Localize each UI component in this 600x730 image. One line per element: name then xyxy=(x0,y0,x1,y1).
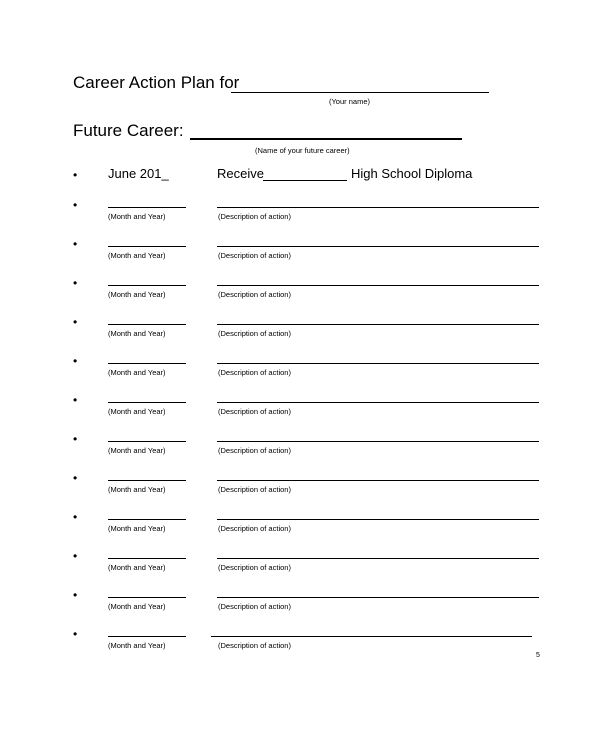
action-description-caption: (Description of action) xyxy=(218,251,291,260)
entry-row xyxy=(0,199,600,229)
action-blank-line[interactable] xyxy=(217,402,539,403)
action-blank-line[interactable] xyxy=(217,519,539,520)
bullet-point: • xyxy=(73,393,78,407)
bullet-point: • xyxy=(73,168,78,182)
bullet-point: • xyxy=(73,432,78,446)
first-entry-blank-line[interactable] xyxy=(263,180,347,181)
action-description-caption: (Description of action) xyxy=(218,446,291,455)
month-year-caption: (Month and Year) xyxy=(108,407,166,416)
entry-row xyxy=(0,238,600,268)
action-description-caption: (Description of action) xyxy=(218,524,291,533)
action-blank-line[interactable] xyxy=(211,636,532,637)
action-blank-line[interactable] xyxy=(217,597,539,598)
entry-row xyxy=(0,394,600,424)
action-blank-line[interactable] xyxy=(217,480,539,481)
action-blank-line[interactable] xyxy=(217,558,539,559)
date-blank-line[interactable] xyxy=(108,480,186,481)
action-description-caption: (Description of action) xyxy=(218,602,291,611)
first-entry-diploma-label: High School Diploma xyxy=(351,166,473,181)
first-entry-date: June 201_ xyxy=(108,166,169,181)
entry-row xyxy=(0,472,600,502)
future-career-caption: (Name of your future career) xyxy=(255,146,350,155)
bullet-point: • xyxy=(73,315,78,329)
bullet-point: • xyxy=(73,237,78,251)
date-blank-line[interactable] xyxy=(108,402,186,403)
action-description-caption: (Description of action) xyxy=(218,368,291,377)
action-description-caption: (Description of action) xyxy=(218,485,291,494)
bullet-point: • xyxy=(73,510,78,524)
action-blank-line[interactable] xyxy=(217,441,539,442)
your-name-blank-line[interactable] xyxy=(231,92,489,93)
entry-row xyxy=(0,433,600,463)
date-blank-line[interactable] xyxy=(108,597,186,598)
bullet-point: • xyxy=(73,198,78,212)
month-year-caption: (Month and Year) xyxy=(108,290,166,299)
action-description-caption: (Description of action) xyxy=(218,212,291,221)
date-blank-line[interactable] xyxy=(108,519,186,520)
date-blank-line[interactable] xyxy=(108,558,186,559)
date-blank-line[interactable] xyxy=(108,285,186,286)
month-year-caption: (Month and Year) xyxy=(108,524,166,533)
bullet-point: • xyxy=(73,627,78,641)
bullet-point: • xyxy=(73,276,78,290)
month-year-caption: (Month and Year) xyxy=(108,251,166,260)
action-blank-line[interactable] xyxy=(217,324,539,325)
date-blank-line[interactable] xyxy=(108,207,186,208)
month-year-caption: (Month and Year) xyxy=(108,368,166,377)
month-year-caption: (Month and Year) xyxy=(108,212,166,221)
action-description-caption: (Description of action) xyxy=(218,290,291,299)
month-year-caption: (Month and Year) xyxy=(108,446,166,455)
month-year-caption: (Month and Year) xyxy=(108,485,166,494)
future-career-label: Future Career: xyxy=(73,121,184,140)
bullet-point: • xyxy=(73,549,78,563)
future-career-blank-line[interactable] xyxy=(190,138,462,140)
bullet-point: • xyxy=(73,471,78,485)
page-title: Career Action Plan for xyxy=(73,73,240,92)
your-name-caption: (Your name) xyxy=(329,97,370,106)
date-blank-line[interactable] xyxy=(108,441,186,442)
first-entry-receive-label: Receive xyxy=(217,166,264,181)
entry-row xyxy=(0,628,600,658)
first-entry-row xyxy=(0,166,600,186)
month-year-caption: (Month and Year) xyxy=(108,329,166,338)
bullet-point: • xyxy=(73,588,78,602)
month-year-caption: (Month and Year) xyxy=(108,641,166,650)
action-description-caption: (Description of action) xyxy=(218,641,291,650)
action-blank-line[interactable] xyxy=(217,207,539,208)
action-description-caption: (Description of action) xyxy=(218,329,291,338)
entry-row xyxy=(0,589,600,619)
entry-row xyxy=(0,355,600,385)
month-year-caption: (Month and Year) xyxy=(108,602,166,611)
month-year-caption: (Month and Year) xyxy=(108,563,166,572)
action-description-caption: (Description of action) xyxy=(218,407,291,416)
entry-row xyxy=(0,316,600,346)
action-blank-line[interactable] xyxy=(217,363,539,364)
action-blank-line[interactable] xyxy=(217,285,539,286)
entry-row xyxy=(0,550,600,580)
date-blank-line[interactable] xyxy=(108,363,186,364)
date-blank-line[interactable] xyxy=(108,246,186,247)
date-blank-line[interactable] xyxy=(108,636,186,637)
page-number: 5 xyxy=(536,652,540,659)
bullet-point: • xyxy=(73,354,78,368)
action-description-caption: (Description of action) xyxy=(218,563,291,572)
action-blank-line[interactable] xyxy=(217,246,539,247)
date-blank-line[interactable] xyxy=(108,324,186,325)
entry-row xyxy=(0,277,600,307)
entry-row xyxy=(0,511,600,541)
